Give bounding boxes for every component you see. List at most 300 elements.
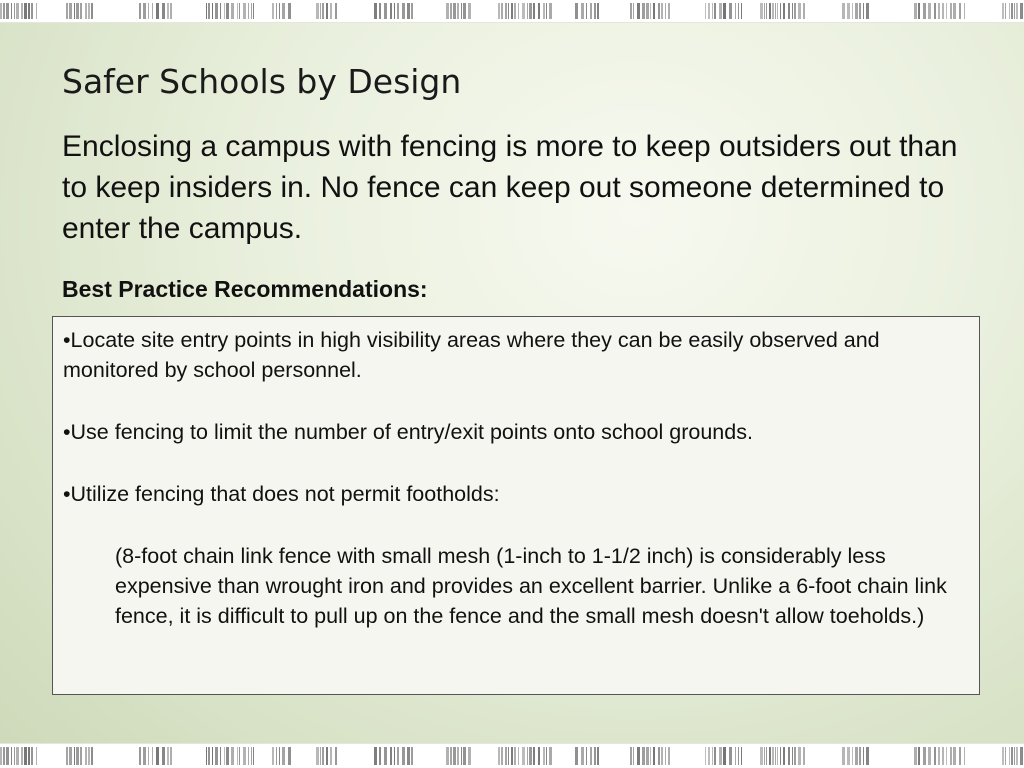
stripe-bar bbox=[279, 3, 280, 19]
stripe-bar bbox=[330, 747, 332, 765]
stripe-bar bbox=[712, 747, 713, 765]
stripe-bar bbox=[522, 3, 525, 19]
stripe-bar bbox=[162, 747, 165, 765]
stripe-bar bbox=[633, 747, 634, 765]
recommendation-item-no-footholds: •Utilize fencing that does not permit footholds: bbox=[63, 482, 500, 506]
stripe-bar bbox=[518, 747, 519, 765]
stripe-bar bbox=[320, 3, 321, 19]
stripe-bar bbox=[705, 747, 706, 765]
stripe-bar bbox=[769, 3, 771, 19]
stripe-bar bbox=[279, 747, 280, 765]
stripe-bar bbox=[950, 747, 952, 765]
stripe-bar bbox=[390, 747, 392, 765]
stripe-bar bbox=[653, 3, 655, 19]
stripe-bar bbox=[248, 3, 249, 19]
stripe-bar bbox=[934, 3, 936, 19]
stripe-bar bbox=[3, 3, 5, 19]
stripe-bar bbox=[766, 3, 767, 19]
stripe-bar bbox=[450, 3, 452, 19]
stripe-bar bbox=[928, 747, 931, 765]
stripe-bar bbox=[384, 3, 387, 19]
stripe-bar bbox=[1020, 3, 1023, 19]
stripe-bar bbox=[1020, 747, 1023, 765]
stripe-bar bbox=[642, 3, 645, 19]
stripe-bar bbox=[276, 747, 277, 765]
top-stripe-pattern bbox=[0, 0, 1024, 22]
stripe-bar bbox=[239, 747, 240, 765]
recommendations-box bbox=[52, 316, 980, 695]
stripe-bar bbox=[735, 3, 736, 19]
stripe-bar bbox=[3, 747, 5, 765]
stripe-bar bbox=[148, 747, 149, 765]
stripe-bar bbox=[316, 3, 319, 19]
stripe-bar bbox=[498, 747, 500, 765]
stripe-bar bbox=[88, 3, 90, 19]
stripe-bar bbox=[712, 3, 713, 19]
stripe-bar bbox=[226, 747, 229, 765]
stripe-bar bbox=[953, 3, 956, 19]
stripe-bar bbox=[446, 747, 449, 765]
stripe-bar bbox=[847, 3, 850, 19]
stripe-bar bbox=[457, 747, 459, 765]
stripe-bar bbox=[208, 3, 210, 19]
stripe-bar bbox=[253, 747, 254, 765]
recommendation-item-entry-points: •Locate site entry points in high visibility areas where they can be easily observed and monitored by school personnel. bbox=[63, 328, 880, 382]
stripe-bar bbox=[590, 3, 592, 19]
stripe-bar bbox=[842, 3, 845, 19]
stripe-bar bbox=[505, 747, 507, 765]
stripe-bar bbox=[374, 3, 377, 19]
stripe-bar bbox=[394, 3, 395, 19]
stripe-bar bbox=[243, 3, 246, 19]
stripe-bar bbox=[514, 747, 516, 765]
top-decorative-stripe bbox=[0, 0, 1024, 23]
stripe-bar bbox=[24, 747, 27, 765]
stripe-bar bbox=[668, 747, 670, 765]
stripe-bar bbox=[514, 3, 516, 19]
stripe-bar bbox=[735, 747, 736, 765]
recommendations-heading: Best Practice Recommendations: bbox=[62, 276, 428, 302]
stripe-bar bbox=[714, 3, 716, 19]
stripe-bar bbox=[855, 747, 858, 765]
stripe-bar bbox=[28, 747, 30, 765]
stripe-bar bbox=[1014, 747, 1015, 765]
stripe-bar bbox=[522, 747, 525, 765]
stripe-bar bbox=[794, 3, 796, 19]
stripe-bar bbox=[411, 747, 413, 765]
stripe-bar bbox=[390, 3, 392, 19]
stripe-bar bbox=[783, 3, 785, 19]
stripe-bar bbox=[1002, 3, 1004, 19]
stripe-bar bbox=[508, 747, 509, 765]
stripe-bar bbox=[511, 747, 513, 765]
stripe-bar bbox=[549, 3, 552, 19]
stripe-bar bbox=[914, 3, 917, 19]
stripe-bar bbox=[705, 3, 706, 19]
stripe-bar bbox=[170, 747, 172, 765]
stripe-bar bbox=[637, 3, 640, 19]
stripe-bar bbox=[322, 3, 324, 19]
stripe-bar bbox=[803, 747, 805, 765]
stripe-bar bbox=[501, 747, 503, 765]
stripe-bar bbox=[248, 747, 249, 765]
stripe-bar bbox=[918, 747, 920, 765]
stripe-bar bbox=[946, 3, 947, 19]
stripe-bar bbox=[859, 3, 861, 19]
stripe-bar bbox=[80, 747, 82, 765]
stripe-bar bbox=[738, 747, 739, 765]
stripe-bar bbox=[650, 3, 651, 19]
stripe-bar bbox=[594, 747, 596, 765]
stripe-bar bbox=[21, 747, 23, 765]
stripe-bar bbox=[212, 747, 213, 765]
stripe-bar bbox=[276, 3, 277, 19]
stripe-bar bbox=[237, 747, 238, 765]
stripe-bar bbox=[575, 3, 578, 19]
stripe-bar bbox=[224, 747, 225, 765]
stripe-bar bbox=[741, 747, 742, 765]
stripe-bar bbox=[505, 3, 507, 19]
stripe-bar bbox=[549, 747, 552, 765]
stripe-bar bbox=[938, 3, 940, 19]
stripe-bar bbox=[453, 3, 456, 19]
stripe-bar bbox=[630, 747, 632, 765]
stripe-bar bbox=[31, 747, 33, 765]
stripe-bar bbox=[942, 747, 944, 765]
stripe-bar bbox=[330, 3, 332, 19]
stripe-bar bbox=[766, 747, 767, 765]
stripe-bar bbox=[918, 3, 920, 19]
stripe-bar bbox=[637, 747, 640, 765]
stripe-bar bbox=[597, 747, 599, 765]
stripe-bar bbox=[85, 747, 87, 765]
stripe-bar bbox=[760, 747, 763, 765]
stripe-bar bbox=[760, 3, 763, 19]
stripe-bar bbox=[642, 747, 645, 765]
stripe-bar bbox=[374, 747, 377, 765]
stripe-bar bbox=[855, 3, 858, 19]
stripe-bar bbox=[852, 747, 853, 765]
stripe-bar bbox=[658, 3, 660, 19]
stripe-bar bbox=[206, 747, 207, 765]
stripe-bar bbox=[36, 3, 37, 19]
stripe-bar bbox=[950, 3, 952, 19]
stripe-bar bbox=[11, 3, 12, 19]
stripe-bar bbox=[597, 3, 599, 19]
stripe-bar bbox=[461, 3, 462, 19]
stripe-bar bbox=[167, 747, 169, 765]
stripe-bar bbox=[251, 747, 252, 765]
stripe-bar bbox=[586, 747, 587, 765]
stripe-bar bbox=[946, 747, 947, 765]
stripe-bar bbox=[863, 747, 864, 765]
stripe-bar bbox=[215, 747, 218, 765]
stripe-bar bbox=[501, 3, 503, 19]
stripe-bar bbox=[729, 747, 732, 765]
stripe-bar bbox=[529, 747, 532, 765]
stripe-bar bbox=[792, 747, 793, 765]
stripe-bar bbox=[798, 3, 801, 19]
stripe-bar bbox=[152, 747, 153, 765]
stripe-bar bbox=[251, 3, 252, 19]
intro-paragraph: Enclosing a campus with fencing is more to keep outsiders out than to keep insiders in. No fence can keep out someone determined to enter the campus. bbox=[62, 130, 958, 245]
stripe-bar bbox=[847, 747, 850, 765]
stripe-bar bbox=[16, 3, 19, 19]
stripe-bar bbox=[866, 3, 869, 19]
stripe-bar bbox=[335, 747, 337, 765]
stripe-bar bbox=[914, 747, 917, 765]
stripe-bar bbox=[80, 3, 82, 19]
stripe-bar bbox=[14, 3, 15, 19]
stripe-bar bbox=[148, 3, 149, 19]
stripe-bar bbox=[646, 3, 649, 19]
stripe-bar bbox=[407, 3, 410, 19]
stripe-bar bbox=[928, 3, 931, 19]
stripe-bar bbox=[923, 747, 926, 765]
stripe-bar bbox=[326, 747, 328, 765]
stripe-bar bbox=[498, 3, 500, 19]
stripe-bar bbox=[231, 747, 234, 765]
stripe-bar bbox=[143, 747, 146, 765]
stripe-bar bbox=[923, 3, 926, 19]
stripe-bar bbox=[959, 3, 961, 19]
stripe-bar bbox=[723, 747, 726, 765]
stripe-bar bbox=[457, 3, 459, 19]
stripe-bar bbox=[852, 3, 853, 19]
stripe-bar bbox=[463, 747, 466, 765]
stripe-bar bbox=[863, 3, 864, 19]
stripe-bar bbox=[630, 3, 632, 19]
stripe-bar bbox=[411, 3, 413, 19]
stripe-bar bbox=[668, 3, 670, 19]
stripe-bar bbox=[769, 747, 771, 765]
stripe-bar bbox=[866, 747, 869, 765]
bottom-stripe-pattern bbox=[0, 744, 1024, 768]
stripe-bar bbox=[1002, 747, 1004, 765]
stripe-bar bbox=[156, 3, 159, 19]
stripe-bar bbox=[468, 3, 471, 19]
stripe-bar bbox=[527, 3, 528, 19]
stripe-bar bbox=[633, 3, 634, 19]
stripe-bar bbox=[231, 3, 234, 19]
stripe-bar bbox=[282, 3, 285, 19]
stripe-bar bbox=[237, 3, 238, 19]
stripe-bar bbox=[28, 3, 30, 19]
stripe-bar bbox=[36, 747, 37, 765]
stripe-bar bbox=[461, 747, 462, 765]
stripe-bar bbox=[272, 3, 274, 19]
stripe-bar bbox=[69, 3, 72, 19]
stripe-bar bbox=[719, 3, 722, 19]
stripe-bar bbox=[1016, 3, 1018, 19]
stripe-bar bbox=[575, 747, 578, 765]
stripe-bar bbox=[21, 3, 23, 19]
stripe-bar bbox=[508, 3, 509, 19]
stripe-bar bbox=[6, 747, 9, 765]
stripe-bar bbox=[379, 747, 381, 765]
stripe-bar bbox=[964, 747, 965, 765]
stripe-bar bbox=[792, 3, 793, 19]
stripe-bar bbox=[88, 747, 90, 765]
stripe-bar bbox=[650, 747, 651, 765]
stripe-bar bbox=[316, 747, 319, 765]
stripe-bar bbox=[1009, 747, 1010, 765]
stripe-bar bbox=[594, 3, 596, 19]
stripe-bar bbox=[402, 3, 405, 19]
stripe-bar bbox=[964, 3, 965, 19]
stripe-bar bbox=[546, 747, 547, 765]
stripe-bar bbox=[206, 3, 207, 19]
stripe-bar bbox=[220, 747, 221, 765]
stripe-bar bbox=[74, 3, 75, 19]
stripe-bar bbox=[139, 747, 141, 765]
slide-title: Safer Schools by Design bbox=[62, 62, 462, 101]
stripe-bar bbox=[1005, 3, 1006, 19]
stripe-bar bbox=[143, 3, 146, 19]
stripe-bar bbox=[402, 747, 405, 765]
stripe-bar bbox=[450, 747, 452, 765]
stripe-bar bbox=[775, 3, 776, 19]
stripe-bar bbox=[14, 747, 15, 765]
stripe-bar bbox=[326, 3, 328, 19]
stripe-bar bbox=[16, 747, 19, 765]
stripe-bar bbox=[139, 3, 141, 19]
stripe-bar bbox=[162, 3, 165, 19]
stripe-bar bbox=[379, 3, 381, 19]
stripe-bar bbox=[397, 747, 399, 765]
stripe-bar bbox=[272, 747, 274, 765]
stripe-bar bbox=[842, 747, 845, 765]
stripe-bar bbox=[208, 747, 210, 765]
stripe-bar bbox=[1005, 747, 1006, 765]
stripe-bar bbox=[69, 747, 72, 765]
stripe-bar bbox=[76, 747, 79, 765]
stripe-bar bbox=[764, 3, 765, 19]
stripe-bar bbox=[708, 3, 710, 19]
stripe-bar bbox=[661, 3, 663, 19]
stripe-bar bbox=[397, 3, 399, 19]
stripe-bar bbox=[942, 3, 944, 19]
stripe-bar bbox=[953, 747, 956, 765]
stripe-bar bbox=[384, 747, 387, 765]
stripe-bar bbox=[394, 747, 395, 765]
stripe-bar bbox=[788, 3, 790, 19]
stripe-bar bbox=[1016, 747, 1018, 765]
stripe-bar bbox=[91, 747, 93, 765]
stripe-bar bbox=[74, 747, 75, 765]
stripe-bar bbox=[335, 3, 337, 19]
stripe-bar bbox=[661, 747, 663, 765]
stripe-bar bbox=[646, 747, 649, 765]
stripe-bar bbox=[288, 3, 291, 19]
stripe-bar bbox=[243, 747, 246, 765]
stripe-bar bbox=[665, 3, 666, 19]
stripe-bar bbox=[777, 3, 778, 19]
stripe-bar bbox=[446, 3, 449, 19]
stripe-bar bbox=[764, 747, 765, 765]
stripe-bar bbox=[6, 3, 9, 19]
stripe-bar bbox=[152, 3, 153, 19]
stripe-bar bbox=[546, 3, 547, 19]
bottom-decorative-stripe bbox=[0, 743, 1024, 768]
stripe-bar bbox=[794, 747, 796, 765]
stripe-bar bbox=[320, 747, 321, 765]
stripe-bar bbox=[156, 747, 159, 765]
stripe-bar bbox=[590, 747, 592, 765]
stripe-bar bbox=[581, 747, 584, 765]
stripe-bar bbox=[959, 747, 961, 765]
stripe-bar bbox=[543, 747, 545, 765]
stripe-bar bbox=[772, 3, 774, 19]
stripe-bar bbox=[1009, 3, 1010, 19]
stripe-bar bbox=[803, 3, 805, 19]
stripe-bar bbox=[322, 747, 324, 765]
stripe-bar bbox=[723, 3, 726, 19]
stripe-bar bbox=[1014, 3, 1015, 19]
stripe-bar bbox=[708, 747, 710, 765]
stripe-bar bbox=[66, 3, 68, 19]
stripe-bar bbox=[407, 747, 410, 765]
stripe-bar bbox=[0, 747, 2, 765]
stripe-bar bbox=[859, 747, 861, 765]
stripe-bar bbox=[463, 3, 466, 19]
stripe-bar bbox=[529, 3, 532, 19]
stripe-bar bbox=[729, 3, 732, 19]
stripe-bar bbox=[215, 3, 218, 19]
recommendation-item-limit-entry: •Use fencing to limit the number of entry/exit points onto school grounds. bbox=[63, 420, 753, 444]
stripe-bar bbox=[533, 747, 535, 765]
stripe-bar bbox=[788, 747, 790, 765]
stripe-bar bbox=[518, 3, 519, 19]
stripe-bar bbox=[226, 3, 229, 19]
stripe-bar bbox=[1011, 747, 1013, 765]
fence-note: (8-foot chain link fence with small mesh (1-inch to 1-1/2 inch) is considerably less expensive than wrought iron and provides an excellent barrier. Unlike a 6-foot chain link fence, it is difficult to pull up on the fence and the small mesh doesn't allow toeholds.) bbox=[115, 544, 947, 628]
stripe-bar bbox=[741, 3, 742, 19]
stripe-bar bbox=[511, 3, 513, 19]
stripe-bar bbox=[738, 3, 739, 19]
stripe-bar bbox=[1011, 3, 1013, 19]
stripe-bar bbox=[527, 747, 528, 765]
stripe-bar bbox=[239, 3, 240, 19]
stripe-bar bbox=[91, 3, 93, 19]
stripe-bar bbox=[783, 747, 785, 765]
stripe-bar bbox=[533, 3, 535, 19]
stripe-bar bbox=[76, 3, 79, 19]
stripe-bar bbox=[288, 747, 291, 765]
stripe-bar bbox=[780, 747, 781, 765]
stripe-bar bbox=[719, 747, 722, 765]
stripe-bar bbox=[777, 747, 778, 765]
stripe-bar bbox=[167, 3, 169, 19]
stripe-bar bbox=[282, 747, 285, 765]
stripe-bar bbox=[66, 747, 68, 765]
stripe-bar bbox=[85, 3, 87, 19]
stripe-bar bbox=[543, 3, 545, 19]
stripe-bar bbox=[220, 3, 221, 19]
stripe-bar bbox=[538, 3, 540, 19]
stripe-bar bbox=[653, 747, 655, 765]
stripe-bar bbox=[934, 747, 936, 765]
stripe-bar bbox=[798, 747, 801, 765]
stripe-bar bbox=[665, 747, 666, 765]
stripe-bar bbox=[772, 747, 774, 765]
stripe-bar bbox=[24, 3, 27, 19]
stripe-bar bbox=[253, 3, 254, 19]
stripe-bar bbox=[714, 747, 716, 765]
stripe-bar bbox=[658, 747, 660, 765]
stripe-bar bbox=[31, 3, 33, 19]
stripe-bar bbox=[538, 747, 540, 765]
